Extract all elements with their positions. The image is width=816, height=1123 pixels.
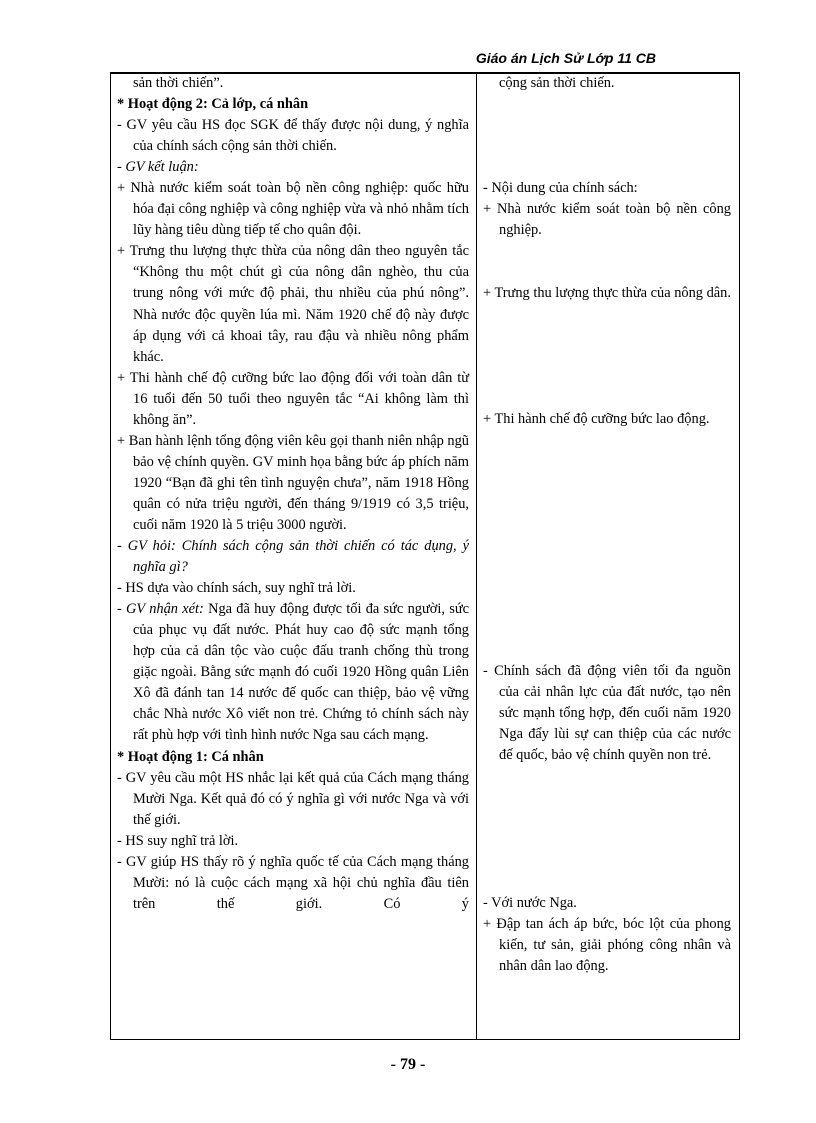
list-item: + Trưng thu lượng thực thừa của nông dân. — [483, 285, 731, 302]
list-item: - HS dựa vào chính sách, suy nghĩ trả lời. — [117, 580, 356, 597]
list-item: + Thi hành chế độ cưỡng bức lao động. — [483, 411, 710, 428]
key-knowledge-column — [483, 73, 731, 977]
list-item: - GV yêu cầu HS đọc SGK để thấy được nội dung, ý nghĩa của chính sách cộng sản thời chiến. — [117, 117, 469, 155]
activity-heading: * Hoạt động 2: Cả lớp, cá nhân — [117, 96, 309, 113]
list-item: + Thi hành chế độ cưỡng bức lao động đối với toàn dân từ 16 tuổi đến 50 tuổi theo nguyên tắc “Ai không làm thì không ăn”. — [117, 369, 469, 428]
activity-heading: * Hoạt động 1: Cá nhân — [117, 748, 264, 765]
list-item: - HS suy nghĩ trả lời. — [117, 832, 239, 849]
teacher-student-activities-column — [117, 73, 469, 915]
list-item: - Nội dung của chính sách: — [483, 180, 638, 197]
lesson-table — [110, 73, 740, 1040]
page-number: - 79 - — [390, 1056, 426, 1073]
list-item: + Nhà nước kiểm soát toàn bộ nền công nghiệp: quốc hữu hóa đại công nghiệp và công nghiệp vừa và nhỏ nhằm tích lũy hàng tiêu dùng tiếp tế cho quân đội. — [117, 180, 469, 239]
paragraph-continuation: sản thời chiến”. — [133, 75, 224, 91]
page-header-title: Giáo án Lịch Sử Lớp 11 CB — [475, 50, 656, 66]
teacher-conclusion-label: - GV kết luận: — [117, 159, 199, 176]
list-item: - Chính sách đã động viên tối đa nguồn của cải nhân lực của đất nước, tạo nên sức mạnh tổng hợp, đến cuối năm 1920 Nga đẩy lùi sự can thiệp của các nước đế quốc, bảo vệ chính quyền non trẻ. — [483, 663, 731, 764]
paragraph-continuation: cộng sản thời chiến. — [499, 75, 615, 91]
teacher-comment — [117, 599, 469, 746]
list-item: - GV giúp HS thấy rõ ý nghĩa quốc tế của Cách mạng tháng Mười: nó là cuộc cách mạng xã hội chủ nghĩa đầu tiên trên thế giới. Có ý — [117, 853, 469, 912]
list-item: - GV yêu cầu một HS nhắc lại kết quả của Cách mạng tháng Mười Nga. Kết quả đó có ý nghĩa gì với nước Nga và với thế giới. — [117, 769, 469, 828]
list-item: + Ban hành lệnh tổng động viên kêu gọi thanh niên nhập ngũ bảo vệ chính quyền. GV minh họa bằng bức áp phích năm 1920 “Bạn đã ghi tên tình nguyện chưa”, năm 1918 Hồng quân có nửa triệu người, đến tháng 9/1919 có 3,5 triệu, cuối năm 1920 là 5 triệu 3000 người. — [117, 432, 469, 533]
list-item: + Đập tan ách áp bức, bóc lột của phong kiến, tư sản, giải phóng công nhân và nhân dân lao động. — [483, 915, 731, 974]
list-item: + Nhà nước kiểm soát toàn bộ nền công nghiệp. — [483, 201, 731, 239]
teacher-comment-body: Nga đã huy động được tối đa sức người, sức của phục vụ đất nước. Phát huy cao độ sức mạnh tổng hợp của cả dân tộc vào cuộc đấu tranh chống thù trong giặc ngoài. Bằng sức mạnh đó cuối 1920 Hồng quân Liên Xô đã đánh tan 14 nước đế quốc can thiệp, bảo vệ vững chắc Nhà nước Xô viết non trẻ. Chứng tỏ chính sách này rất phù hợp với tình hình nước Nga sau cách mạng. — [133, 601, 470, 744]
teacher-comment-label: - GV nhận xét: — [117, 601, 204, 618]
teacher-question: - GV hỏi: Chính sách cộng sản thời chiến có tác dụng, ý nghĩa gì? — [117, 538, 469, 576]
list-item: + Trưng thu lượng thực thừa của nông dân theo nguyên tắc “Không thu một chút gì của nông dân nghèo, thu của trung nông với mức độ phải, thu nhiều của phú nông”. Nhà nước độc quyền lúa mì. Năm 1920 chế độ này được áp dụng với cả khoai tây, rau đậu và nhiều nông phẩm khác. — [117, 243, 469, 365]
column-divider — [476, 73, 477, 1039]
list-item: - Với nước Nga. — [483, 894, 577, 911]
